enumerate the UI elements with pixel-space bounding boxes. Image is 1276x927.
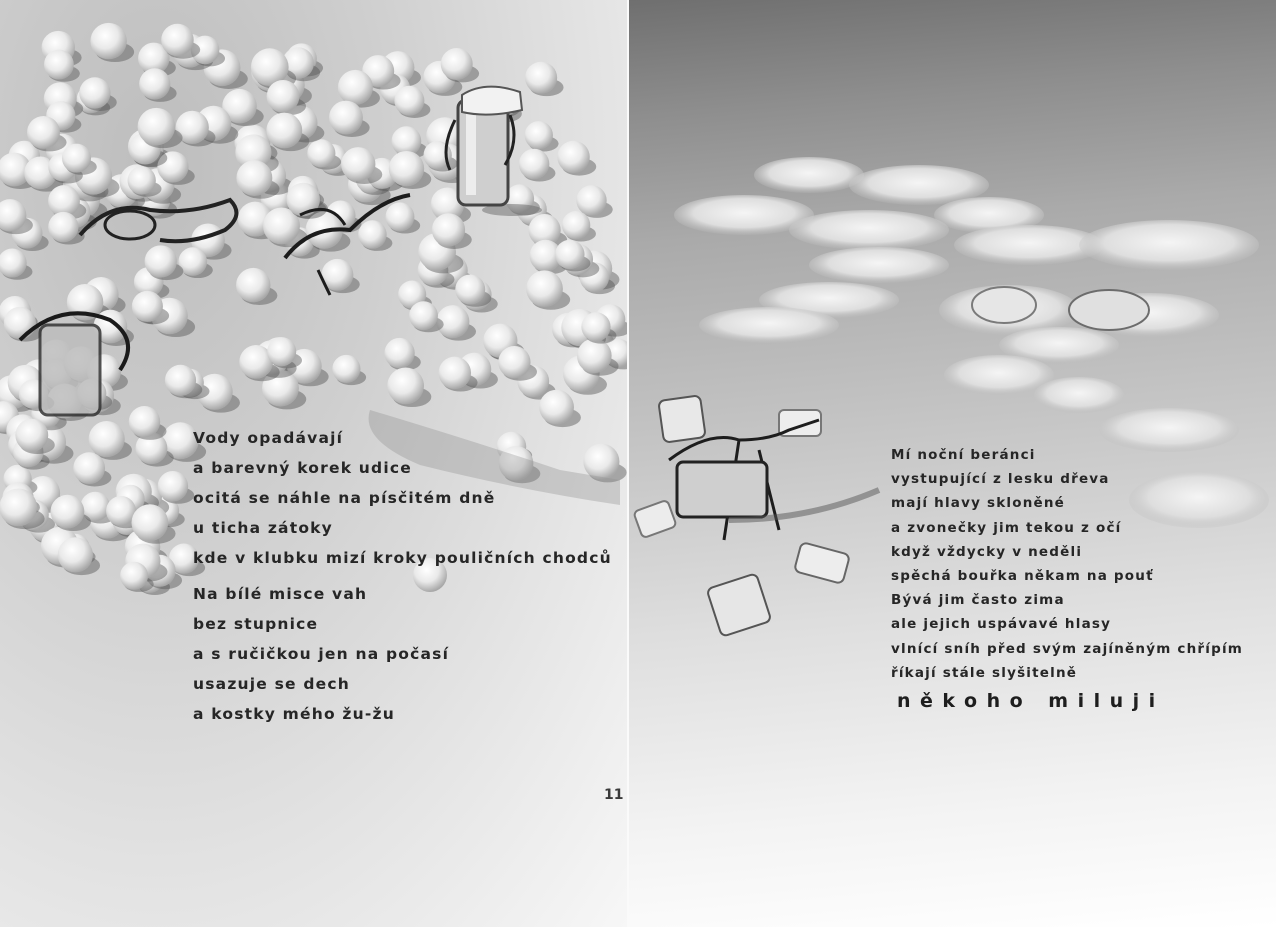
poem-line: a zvonečky jim tekou z očí (891, 519, 1122, 536)
bead (519, 149, 549, 179)
poem-line: a kostky mého žu-žu (193, 705, 395, 723)
bead (498, 346, 530, 378)
poem-line: ale jejich uspávavé hlasy (891, 616, 1112, 633)
bead (332, 355, 360, 383)
poem-line: a s ručičkou jen na počasí (193, 645, 450, 663)
right-poem (891, 443, 1243, 685)
bead (132, 291, 163, 322)
bead (358, 220, 387, 249)
poem-line: u ticha zátoky (193, 519, 333, 537)
bead (73, 452, 105, 484)
bead (158, 471, 188, 501)
bead (48, 212, 78, 242)
poem-line: mají hlavy skloněné (891, 495, 1066, 512)
bead (555, 240, 584, 269)
bead (557, 141, 589, 173)
bead (267, 337, 296, 366)
bead (432, 213, 465, 246)
bead (329, 101, 363, 135)
poem-line: usazuje se dech (193, 675, 350, 693)
page-number: 11 (604, 787, 624, 803)
left-page (0, 0, 627, 927)
bead (44, 50, 74, 80)
bead (139, 68, 170, 99)
bead (441, 48, 473, 80)
bead (341, 147, 375, 181)
bead (562, 211, 590, 239)
bead (62, 144, 91, 173)
poem-line: bez stupnice (193, 615, 319, 633)
bead (131, 504, 168, 541)
bead (51, 495, 85, 529)
bead (338, 70, 373, 105)
bead (266, 113, 302, 149)
bead (577, 338, 612, 373)
poem-line: ocitá se náhle na písčitém dně (193, 489, 496, 507)
poem-line: kde v klubku mizí kroky pouličních chodců (193, 549, 612, 567)
left-poem (193, 423, 612, 729)
bead (539, 390, 574, 425)
bead (439, 357, 471, 389)
poem-line: Vody opadávají (193, 429, 344, 447)
bead (455, 274, 485, 304)
bead (106, 496, 136, 526)
poem-line: vlnící sníh před svým zajíněným chřípím (891, 640, 1244, 657)
bead (267, 80, 300, 113)
bead (0, 488, 37, 526)
poem-line: Bývá jim často zima (891, 592, 1065, 609)
bead (581, 312, 610, 341)
poem-line: Na bílé misce vah (193, 585, 368, 603)
bead (385, 202, 414, 231)
bead (525, 121, 553, 149)
bead (89, 421, 125, 457)
bead (15, 419, 48, 452)
poem-line: Mí noční beránci (891, 447, 1036, 463)
poem-line: spěchá bouřka někam na pouť (891, 567, 1154, 584)
bead (138, 108, 175, 145)
bead (145, 245, 177, 277)
bead (526, 270, 563, 307)
poem-line: a barevný korek udice (193, 459, 412, 477)
bead (128, 166, 156, 194)
bead (79, 77, 110, 108)
bead (384, 338, 414, 368)
bead (129, 406, 160, 437)
bead (120, 562, 148, 590)
bead (4, 307, 36, 339)
bead (90, 23, 126, 59)
poem-line: říkají stále slyšitelně (891, 664, 1078, 681)
bead (307, 139, 335, 167)
poem-line: vystupující z lesku dřeva (891, 471, 1110, 488)
bead (389, 151, 424, 186)
bead (394, 86, 424, 116)
bead (387, 368, 424, 405)
bead (409, 301, 438, 330)
poem-closing-line: někoho miluji (897, 690, 1165, 712)
bead (161, 24, 194, 57)
bead (236, 160, 272, 196)
poem-line: když vždycky v neděli (891, 543, 1083, 560)
bead (576, 185, 606, 215)
bead (58, 537, 93, 572)
bead (236, 268, 270, 302)
bead (165, 365, 196, 396)
bead (525, 62, 557, 94)
bead (27, 116, 60, 149)
